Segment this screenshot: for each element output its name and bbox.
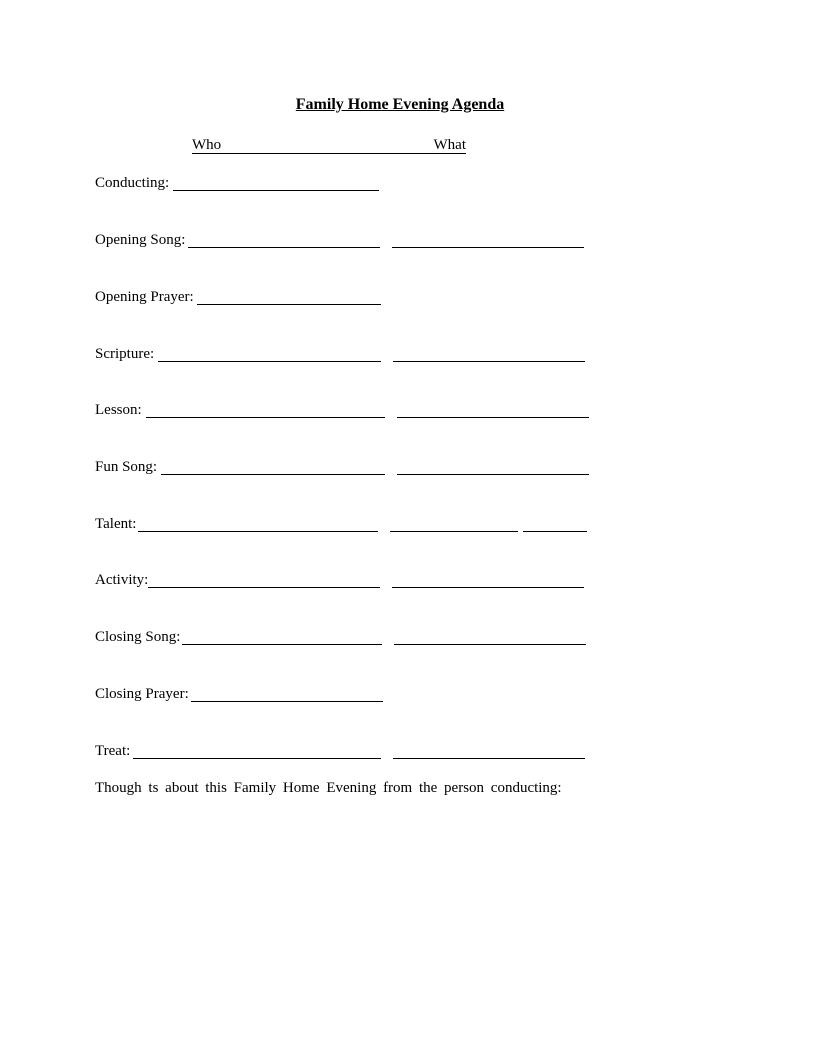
row-label-conducting: Conducting: — [95, 175, 170, 191]
who-field-lesson[interactable] — [146, 417, 385, 418]
row-label-closing-song: Closing Song: — [95, 629, 181, 645]
who-field-opening-prayer[interactable] — [197, 304, 381, 305]
what-field-treat[interactable] — [393, 758, 585, 759]
what-field-opening-song[interactable] — [392, 247, 584, 248]
agenda-row-talent — [95, 515, 595, 535]
row-label-lesson: Lesson: — [95, 402, 142, 418]
column-header-who: Who — [192, 137, 222, 153]
row-label-closing-prayer: Closing Prayer: — [95, 686, 189, 702]
who-field-conducting[interactable] — [173, 190, 379, 191]
who-field-treat[interactable] — [133, 758, 381, 759]
who-field-talent[interactable] — [138, 531, 378, 532]
what-field-lesson[interactable] — [397, 417, 589, 418]
extra-field-talent[interactable] — [523, 531, 587, 532]
agenda-row-lesson — [95, 401, 595, 421]
agenda-row-fun-song — [95, 458, 595, 478]
agenda-row-opening-prayer — [95, 288, 395, 308]
who-field-opening-song[interactable] — [188, 247, 380, 248]
row-label-activity: Activity: — [95, 572, 149, 588]
closing-thoughts-prompt: Though ts about this Family Home Evening from the person conducting: — [95, 780, 562, 796]
agenda-row-closing-song — [95, 628, 595, 648]
page-title: Family Home Evening Agenda — [295, 96, 505, 113]
who-field-fun-song[interactable] — [161, 474, 385, 475]
row-label-talent: Talent: — [95, 516, 137, 532]
what-field-fun-song[interactable] — [397, 474, 589, 475]
what-field-scripture[interactable] — [393, 361, 585, 362]
agenda-row-treat — [95, 742, 595, 762]
row-label-treat: Treat: — [95, 743, 131, 759]
agenda-row-conducting — [95, 174, 395, 194]
agenda-row-opening-song — [95, 231, 595, 251]
what-field-talent[interactable] — [390, 531, 518, 532]
row-label-scripture: Scripture: — [95, 346, 155, 362]
agenda-row-scripture — [95, 345, 595, 365]
who-field-scripture[interactable] — [158, 361, 381, 362]
who-field-closing-song[interactable] — [182, 644, 382, 645]
column-header-what: What — [433, 137, 466, 153]
what-field-closing-song[interactable] — [394, 644, 586, 645]
row-label-fun-song: Fun Song: — [95, 459, 158, 475]
what-field-activity[interactable] — [392, 587, 584, 588]
agenda-row-activity — [95, 571, 595, 591]
row-label-opening-song: Opening Song: — [95, 232, 186, 248]
agenda-row-closing-prayer — [95, 685, 395, 705]
column-header-row — [192, 136, 466, 154]
row-label-opening-prayer: Opening Prayer: — [95, 289, 194, 305]
who-field-activity[interactable] — [148, 587, 380, 588]
who-field-closing-prayer[interactable] — [191, 701, 383, 702]
